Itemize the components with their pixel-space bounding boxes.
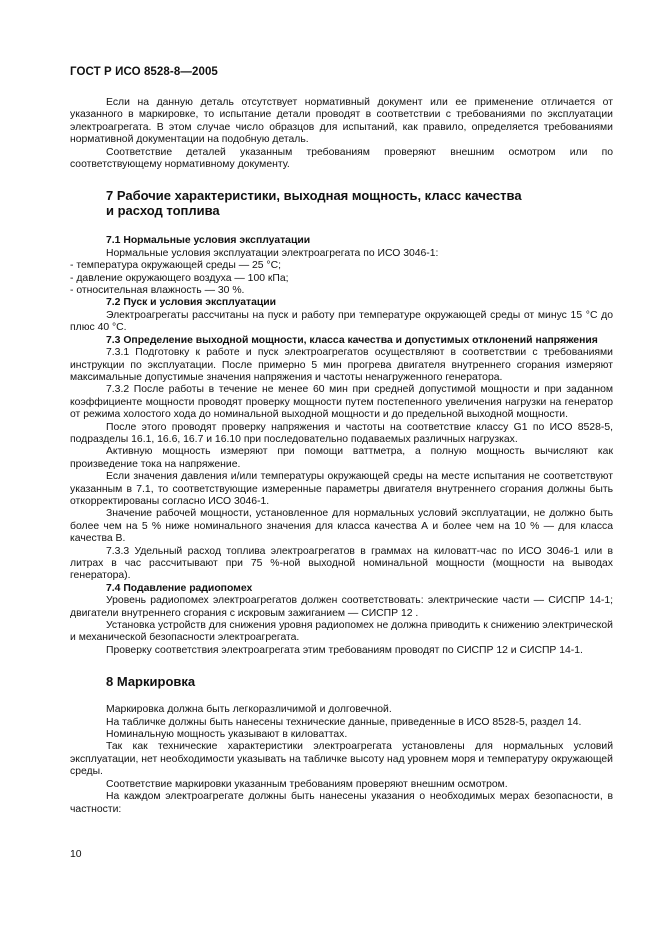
paragraph: Номинальную мощность указывают в киловаттах. [106,729,348,741]
paragraph: Так как технические характеристики электроагрегата установлены для нормальных условий эксплуатации, нет необходимости указывать на табличке высоту над уровнем моря и температуру окружающей среды. [70,741,613,778]
list-item: - давление окружающего воздуха — 100 кПа; [70,272,289,284]
section-7-heading-line1: 7 Рабочие характеристики, выходная мощность, класс качества [106,188,522,204]
document-body [70,97,613,816]
paragraph: Соответствие деталей указанным требованиям проверяют внешним осмотром или по соответствующему нормативному документу. [70,146,613,171]
subsection-7-3-heading: 7.3 Определение выходной мощности, класса качества и допустимых отклонений напряжения [106,334,598,346]
paragraph: Нормальные условия эксплуатации электроагрегата по ИСО 3046-1: [106,247,439,259]
paragraph: Значение рабочей мощности, установленное для нормальных условий эксплуатации, не должно быть более чем на 5 % ниже номинального значения для класса качества А и более чем на 10 % — для класса качества В. [70,508,613,545]
list-item: - относительная влажность — 30 %. [70,285,245,297]
section-8-heading: 8 Маркировка [106,674,196,690]
paragraph: Если значения давления и/или температуры окружающей среды на месте испытания не соответствуют указанным в 7.1, то соответствующие измеренные параметры двигателя внутреннего сгорания должны быть откорректированы согласно ИСО 3046-1. [70,471,613,507]
paragraph: Проверку соответствия электроагрегата этим требованиям проводят по СИСПР 12 и СИСПР 14-1. [106,644,583,656]
paragraph: Если на данную деталь отсутствует нормативный документ или ее применение отличается от указанного в маркировке, то испытание детали проводят в соответствии с требованиями по эксплуатации электроагрегата. В этом случае число образцов для испытаний, как правило, определяется требованиями нормативной документации на подобную деталь. [70,97,613,146]
paragraph: Уровень радиопомех электроагрегатов должен соответствовать: электрические части — СИСПР 14-1; двигатели внутреннего сгорания с искровым зажиганием — СИСПР 12 . [70,595,613,619]
paragraph: Установка устройств для снижения уровня радиопомех не должна приводить к снижению электрической и механической безопасности электроагрегата. [70,620,613,644]
paragraph: Электроагрегаты рассчитаны на пуск и работу при температуре окружающей среды от минус 15 °С до плюс 40 °С. [70,309,613,334]
subsection-7-2-heading: 7.2 Пуск и условия эксплуатации [106,297,277,309]
section-7-heading [70,188,613,218]
list-item: - температура окружающей среды — 25 °С; [70,260,281,272]
paragraph: 7.3.2 После работы в течение не менее 60 мин при средней допустимой мощности и при заданном коэффициенте мощности проводят проверку мощности путем постепенного увеличения нагрузки на генератор от режима холостого хода до номинальной выходной мощности и до предельной выходной мощности. [70,384,613,421]
paragraph: После этого проводят проверку напряжения и частоты на соответствие классу G1 по ИСО 8528-5, подразделы 16.1, 16.6, 16.7 и 16.10 при последовательно подаваемых различных нагрузках. [70,421,613,445]
paragraph: Маркировка должна быть легкоразличимой и долговечной. [106,704,392,716]
paragraph: 7.3.1 Подготовку к работе и пуск электроагрегатов осуществляют в соответствии с требованиями инструкции по эксплуатации. После примерно 5 мин прогрева двигателя внутреннего сгорания измеряют максимальные допустимые значения напряжения и частоты ненагруженного генератора. [70,347,613,383]
page-number: 10 [70,849,82,860]
document-header: ГОСТ Р ИСО 8528-8—2005 [70,66,218,78]
paragraph: 7.3.3 Удельный расход топлива электроагрегатов в граммах на киловатт-час по ИСО 3046-1 или в литрах в час рассчитывают при 75 %-ной выходной номинальной мощности (мощности на выводах генератора). [70,545,613,582]
paragraph: На табличке должны быть нанесены технические данные, приведенные в ИСО 8528-5, раздел 14. [106,716,582,728]
subsection-7-1-heading: 7.1 Нормальные условия эксплуатации [106,235,311,247]
paragraph: Соответствие маркировки указанным требованиям проверяют внешним осмотром. [106,778,508,790]
subsection-7-4-heading: 7.4 Подавление радиопомех [106,582,253,594]
paragraph: На каждом электроагрегате должны быть нанесены указания о необходимых мерах безопасности, в частности: [70,791,613,815]
section-7-heading-line2: и расход топлива [106,203,220,219]
paragraph: Активную мощность измеряют при помощи ваттметра, а полную мощность вычисляют как произведение тока на напряжение. [70,446,613,470]
